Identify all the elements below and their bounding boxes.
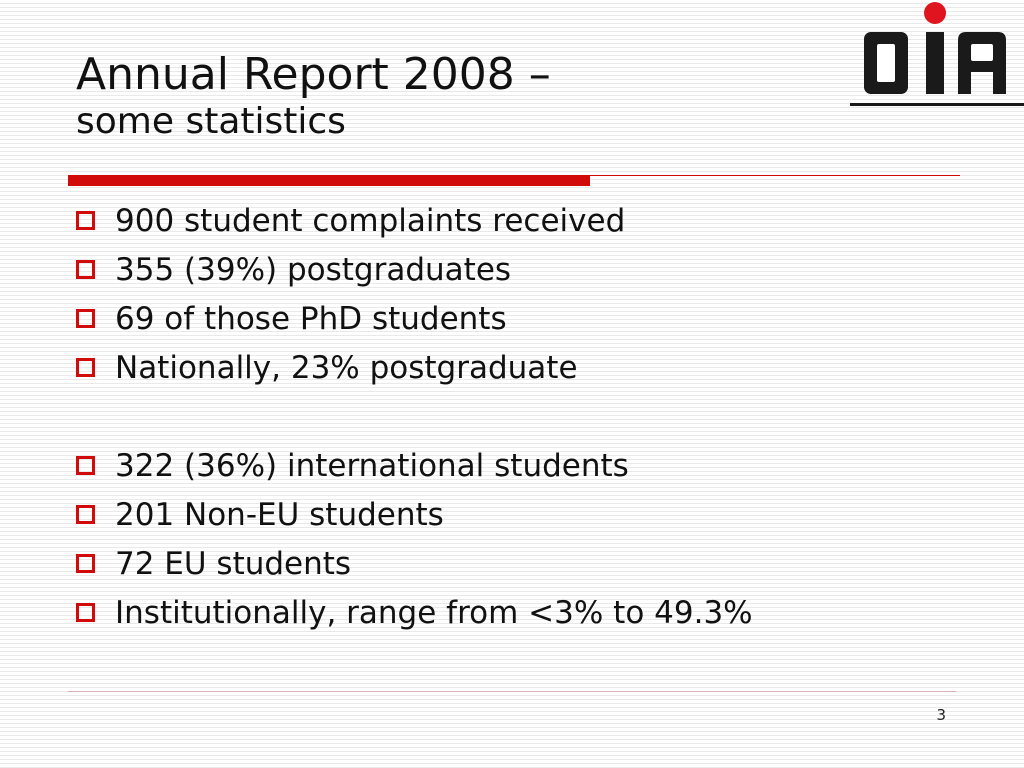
list-item: [76, 294, 753, 343]
bullet-text: 201 Non-EU students: [115, 496, 444, 533]
title-divider-thick: [68, 175, 590, 186]
bullet-text: 900 student complaints received: [115, 202, 626, 239]
title-line-2: some statistics: [76, 100, 346, 142]
list-item: [76, 245, 753, 294]
square-bullet-icon: [76, 505, 95, 524]
oia-logo: [850, 0, 1024, 108]
bullet-list: [76, 196, 753, 637]
slide-title: [76, 50, 551, 142]
list-item: [76, 539, 753, 588]
square-bullet-icon: [76, 358, 95, 377]
bullet-text: 355 (39%) postgraduates: [115, 251, 512, 288]
list-item: [76, 490, 753, 539]
bullet-text: 322 (36%) international students: [115, 447, 629, 484]
title-divider-thin: [590, 175, 960, 176]
square-bullet-icon: [76, 260, 95, 279]
square-bullet-icon: [76, 211, 95, 230]
bullet-text: 72 EU students: [115, 545, 352, 582]
list-item: [76, 441, 753, 490]
square-bullet-icon: [76, 554, 95, 573]
bullet-text: 69 of those PhD students: [115, 300, 507, 337]
square-bullet-icon: [76, 603, 95, 622]
square-bullet-icon: [76, 309, 95, 328]
bullet-text: Institutionally, range from <3% to 49.3%: [115, 594, 753, 631]
square-bullet-icon: [76, 456, 95, 475]
list-item: [76, 343, 753, 392]
bullet-text: Nationally, 23% postgraduate: [115, 349, 578, 386]
title-line-1: Annual Report 2008 –: [76, 49, 551, 100]
page-number: 3: [936, 706, 946, 724]
footer-divider: [68, 691, 956, 692]
list-item: [76, 588, 753, 637]
list-item: [76, 196, 753, 245]
